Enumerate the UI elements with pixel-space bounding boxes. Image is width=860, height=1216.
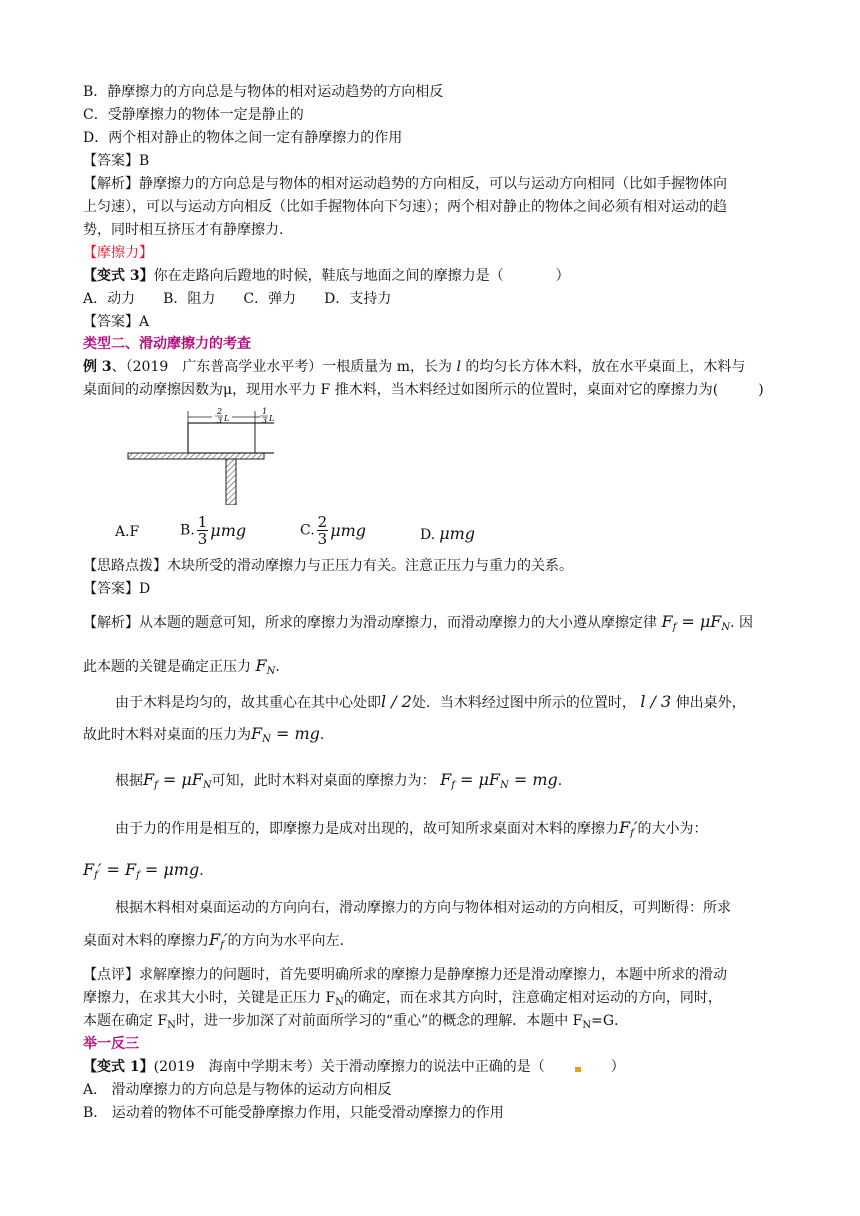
wood-block xyxy=(188,423,274,453)
analysis-3-line-4: 故此时木料对桌面的压力为$F_N$ = mg. xyxy=(83,724,325,745)
analysis-3-line-3: 由于木料是均匀的，故其重心在其中心处即l / 2处．当木料经过图中所示的位置时， l / 3 伸出桌外， xyxy=(115,692,746,711)
choice-b: B. $\frac{1}{3}$ μmg xyxy=(180,513,247,548)
label-two-thirds-var: L xyxy=(224,414,230,423)
variant-3-question: 【变式 3】你在走路向后蹬地的时候，鞋底与地面之间的摩擦力是（ ） xyxy=(83,268,570,284)
analysis-3-line-8: 根据木料相对桌面运动的方向向右，滑动摩擦力的方向与物体相对运动的方向相反，可判断得：所求 xyxy=(115,900,731,916)
answer-3: 【答案】D xyxy=(83,581,151,597)
comment-line-3: 本题在确定 $F_N$时，进一步加深了对前面所学习的“重心”的概念的理解．本题中 $F_N=G$． xyxy=(83,1013,629,1031)
label-two-thirds-den: 3 xyxy=(217,416,223,425)
choice-c: C. $\frac{2}{3}$ μmg xyxy=(300,513,367,548)
tag-friction: 【摩擦力】 xyxy=(83,245,153,261)
answer-2: 【答案】A xyxy=(83,314,150,330)
variant-3-options: A．动力 B．阻力 C．弹力 D．支持力 xyxy=(83,291,392,307)
type-2-title: 类型二、滑动摩擦力的考查 xyxy=(83,336,251,352)
analysis-1-line-1: 【解析】静摩擦力的方向总是与物体的相对运动趋势的方向相反，可以与运动方向相同（比如手握物体向 xyxy=(83,176,727,192)
label-one-third-num: 1 xyxy=(262,407,268,416)
choice-d: D. μmg xyxy=(420,524,475,543)
hint: 【思路点拨】木块所受的滑动摩擦力与正压力有关。注意正压力与重力的关系。 xyxy=(83,558,573,574)
variant-1-option-a: A. 滑动摩擦力的方向总是与物体的运动方向相反 xyxy=(83,1082,392,1098)
marker-icon xyxy=(575,1067,581,1072)
analysis-label: 【解析】 xyxy=(83,176,139,192)
analysis-3-line-5: 根据$F_f = \mu F_N$可知，此时木料对桌面的摩擦力为： $F_f = \mu F_N$ = mg. xyxy=(115,770,563,791)
example-3-line-2: 桌面间的动摩擦因数为μ，现用水平力 F 推木料，当木料经过如图所示的位置时，桌面对它的摩擦力为( ) xyxy=(83,382,764,398)
section-heading: 举一反三 xyxy=(83,1036,139,1052)
table-leg xyxy=(226,459,236,505)
variant-1-option-b: B. 运动着的物体不可能受静摩擦力作用，只能受滑动摩擦力的作用 xyxy=(83,1105,504,1121)
option-b: B．静摩擦力的方向总是与物体的相对运动趋势的方向相反 xyxy=(83,84,444,100)
variant-1-question: 【变式 1】(2019 海南中学期末考）关于滑动摩擦力的说法中正确的是（ ） xyxy=(83,1059,625,1075)
analysis-3-line-6: 由于力的作用是相互的，即摩擦力是成对出现的，故可知所求桌面对木料的摩擦力$F_f'$的大小为： xyxy=(115,818,708,839)
analysis-1-line-3: 势，同时相互挤压才有静摩擦力. xyxy=(83,222,284,238)
option-d: D．两个相对静止的物体之间一定有静摩擦力的作用 xyxy=(83,130,403,146)
option-c: C．受静摩擦力的物体一定是静止的 xyxy=(83,107,304,123)
comment-line-1: 【点评】求解摩擦力的问题时，首先要明确所求的摩擦力是静摩擦力还是滑动摩擦力，本题中所求的滑动 xyxy=(83,967,727,983)
label-two-thirds-num: 2 xyxy=(217,407,223,416)
comment-line-2: 摩擦力，在求其大小时，关键是正压力 $F_N$的确定，而在求其方向时，注意确定相对运动的方向，同时， xyxy=(83,990,722,1008)
example-3-line-1: 例 3、（2019 广东普高学业水平考）一根质量为 m，长为 l 的均匀长方体木料，放在水平桌面上，木料与 xyxy=(83,359,746,375)
analysis-3-line-7: $F_f' = F_f = \mu mg$. xyxy=(83,860,204,881)
label-one-third-var: L xyxy=(269,414,274,423)
analysis-3-line-2: 此本题的关键是确定正压力 $F_N$. xyxy=(83,656,280,677)
label-one-third-den: 3 xyxy=(262,416,268,425)
friction-diagram xyxy=(124,405,274,505)
choice-a: A.F xyxy=(115,524,140,540)
answer-1: 【答案】B xyxy=(83,153,150,169)
analysis-1-line-2: 上匀速），可以与运动方向相反（比如手握物体向下匀速）；两个相对静止的物体之间必须有相对运动的趋 xyxy=(83,199,727,215)
analysis-3-line-1: 【解析】从本题的题意可知，所求的摩擦力为滑动摩擦力，而滑动摩擦力的大小遵从摩擦定律 $F_f = \mu F_N$. 因 xyxy=(83,612,753,633)
table-top xyxy=(128,453,264,459)
analysis-3-line-9: 桌面对木料的摩擦力$F_f'$的方向为水平向左. xyxy=(83,930,344,951)
